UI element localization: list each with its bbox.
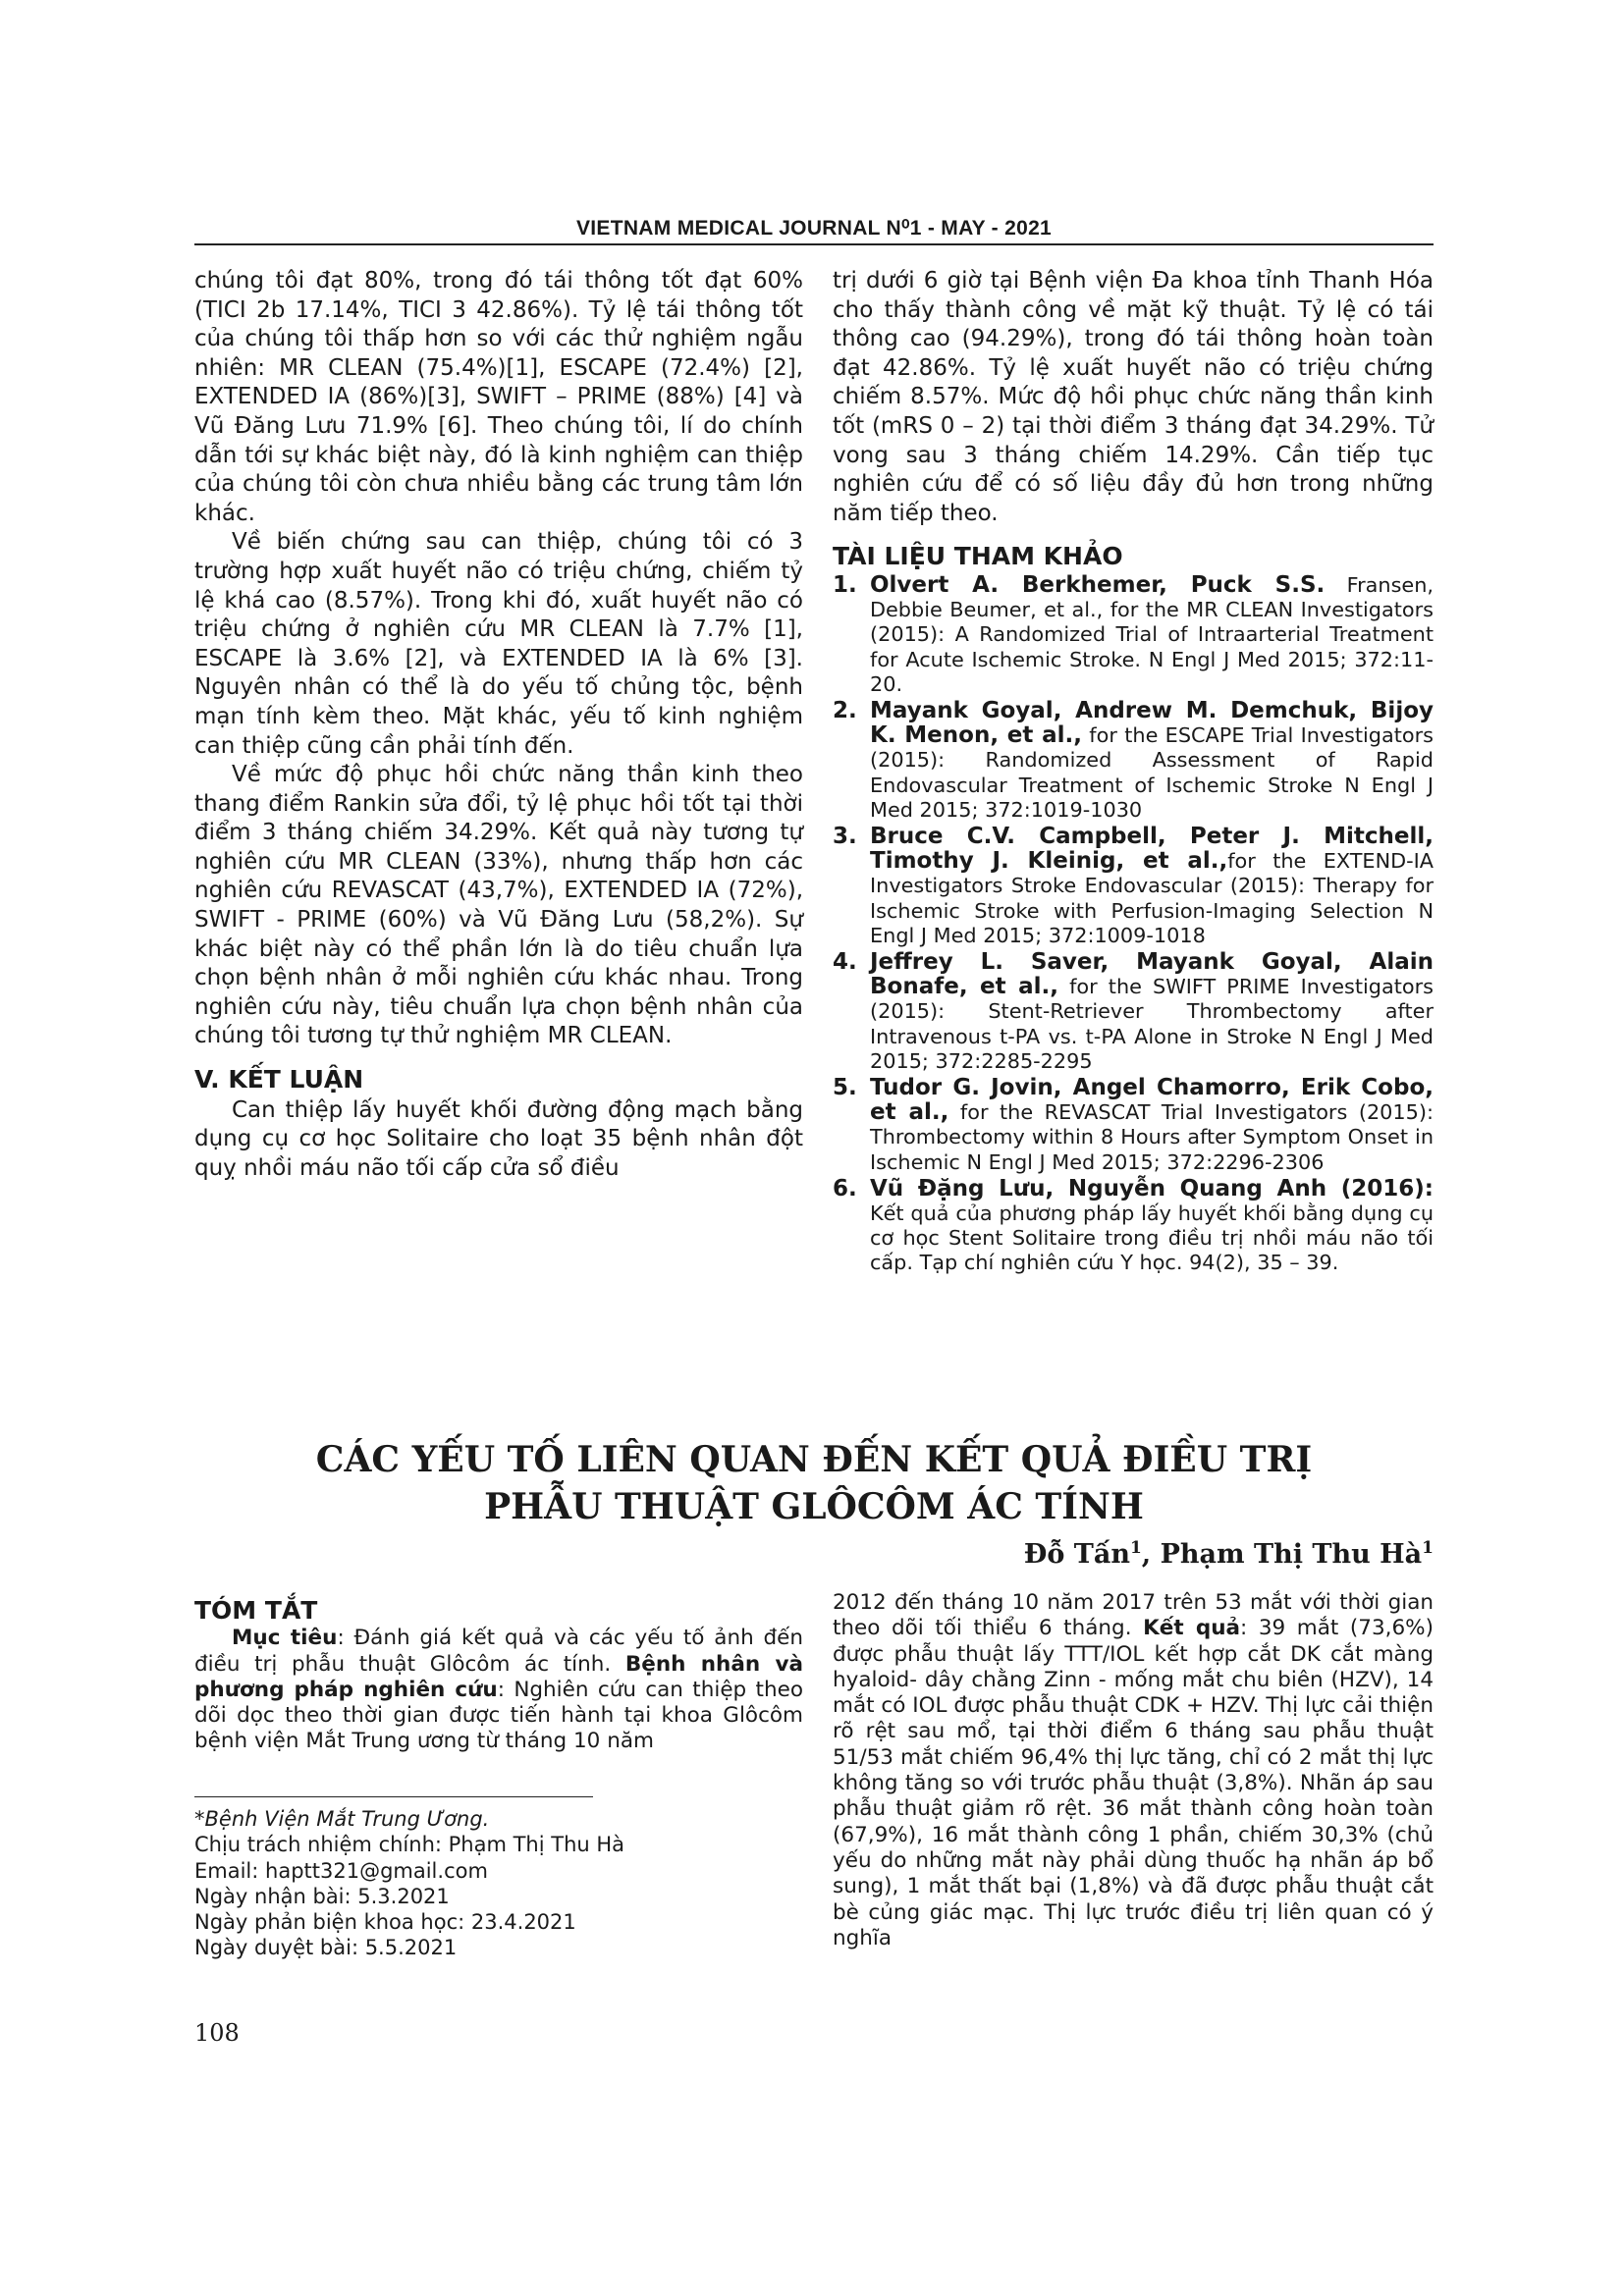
section-heading-references: TÀI LIỆU THAM KHẢO (833, 542, 1123, 571)
footnote (194, 1806, 803, 1961)
article-title-line: PHẪU THUẬT GLÔCÔM ÁC TÍNH (484, 1486, 1144, 1527)
reference-number: 5. (833, 1075, 857, 1100)
reference-item (833, 1076, 1434, 1175)
header-rule (194, 243, 1434, 245)
author-affiliation-mark: 1 (1129, 1538, 1142, 1558)
author-separator: , (1141, 1539, 1161, 1570)
abstract-heading: TÓM TẮT (194, 1596, 318, 1625)
paragraph: trị dưới 6 giờ tại Bệnh viện Đa khoa tỉnh Thanh Hóa cho thấy thành công về mặt kỹ thuật. Tỷ lệ có tái thông cao (94.29%), trong đó tái thông hoàn toàn đạt 42.86%. Tỷ lệ xuất huyết não có triệu chứng chiếm 8.57%. Mức độ hồi phục chức năng thần kinh tốt (mRS 0 – 2) tại thời điểm 3 tháng đạt 34.29%. Tử vong sau 3 tháng chiếm 14.29%. Cần tiếp tục nghiên cứu để có số liệu đầy đủ hơn trong những năm tiếp theo. (833, 268, 1434, 526)
author-affiliation-mark: 1 (1422, 1538, 1434, 1558)
abstract-text: 2012 đến tháng 10 năm 2017 trên 53 mắt với thời gian theo dõi tối thiểu 6 tháng. (833, 1590, 1434, 1641)
reference-text: for the EXTEND-IA Investigators Stroke Endovascular (2015): Therapy for Ischemic Stroke with Perfusion-Imaging Selection N Engl J Med 2015; 372:1009-1018 (870, 849, 1434, 947)
abstract-left-column (194, 1598, 803, 1755)
reference-authors: Vũ Đặng Lưu, Nguyễn Quang Anh (2016): (870, 1175, 1434, 1201)
abstract-right-column (833, 1590, 1434, 1951)
reference-authors: Tudor G. Jovin, Angel Chamorro, Erik Cobo, et al., (870, 1075, 1434, 1126)
reference-number: 4. (833, 948, 857, 975)
footnote-approved: Ngày duyệt bài: 5.5.2021 (194, 1936, 458, 1960)
reference-authors: Jeffrey L. Saver, Mayank Goyal, Alain Bonafe, et al., (870, 948, 1434, 1000)
reference-number: 2. (833, 697, 857, 723)
section-heading-conclusion: V. KẾT LUẬN (194, 1065, 364, 1095)
author-name: Đỗ Tấn (1023, 1539, 1130, 1570)
paragraph: Về mức độ phục hồi chức năng thần kinh theo thang điểm Rankin sửa đổi, tỷ lệ phục hồi tốt tại thời điểm 3 tháng chiếm 34.29%. Kết quả này tương tự nghiên cứu MR CLEAN (33%), nhưng thấp hơn các nghiên cứu REVASCAT (43,7%), EXTENDED IA (72%), SWIFT - PRIME (60%) và Vũ Đăng Lưu (58,2%). Sự khác biệt này có thể phần lớn là do tiêu chuẩn lựa chọn bệnh nhân ở mỗi nghiên cứu khác nhau. Trong nghiên cứu này, tiêu chuẩn lựa chọn bệnh nhân của chúng tôi tương tự thử nghiệm MR CLEAN. (194, 762, 803, 1049)
reference-number: 6. (833, 1175, 857, 1201)
reference-number: 3. (833, 823, 857, 849)
footnote-responsible: Chịu trách nhiệm chính: Phạm Thị Thu Hà (194, 1833, 625, 1857)
right-column (833, 267, 1434, 1278)
abstract-paragraph (194, 1626, 803, 1754)
page-number: 108 (194, 2019, 240, 2047)
author-name: Phạm Thị Thu Hà (1160, 1539, 1423, 1570)
paragraph: Về biến chứng sau can thiệp, chúng tôi có 3 trường hợp xuất huyết não có triệu chứng, chiếm tỷ lệ khá cao (8.57%). Trong khi đó, xuất huyết não có triệu chứng ở nghiên cứu MR CLEAN là 7.7% [1], ESCAPE là 3.6% [2], và EXTENDED IA là 6% [3]. Nguyên nhân có thể là do yếu tố chủng tộc, bệnh mạn tính kèm theo. Mặt khác, yếu tố kinh nghiệm can thiệp cũng cần phải tính đến. (194, 529, 803, 759)
article-title (194, 1436, 1434, 1530)
reference-text: for the REVASCAT Trial Investigators (2015): Thrombectomy within 8 Hours after Symptom Onset in Ischemic N Engl J Med 2015; 372:2296-2306 (870, 1100, 1434, 1174)
left-column (194, 267, 803, 1183)
footnote-affiliation: *Bệnh Viện Mắt Trung Ương. (194, 1807, 490, 1831)
reference-text: Kết quả của phương pháp lấy huyết khối bằng dụng cụ cơ học Stent Solitaire trong điều trị nhồi máu não tối cấp. Tạp chí nghiên cứu Y học. 94(2), 35 – 39. (870, 1201, 1434, 1275)
reference-text: Fransen, Debbie Beumer, et al., for the MR CLEAN Investigators (2015): A Randomized Trial of Intraarterial Treatment for Acute Ischemic Stroke. N Engl J Med 2015; 372:11-20. (870, 572, 1434, 696)
methods-label: Bệnh nhân và phương pháp nghiên cứu (194, 1651, 803, 1702)
footnote-rule (194, 1796, 593, 1797)
paragraph: Can thiệp lấy huyết khối đường động mạch bằng dụng cụ cơ học Solitaire cho loạt 35 bệnh nhân đột quỵ nhồi máu não tối cấp cửa sổ điều (194, 1096, 803, 1181)
reference-number: 1. (833, 571, 857, 598)
article-title-line: CÁC YẾU TỐ LIÊN QUAN ĐẾN KẾT QUẢ ĐIỀU TRỊ (315, 1439, 1313, 1480)
results-label: Kết quả (1143, 1616, 1241, 1641)
reference-authors: Bruce C.V. Campbell, Peter J. Mitchell, Timothy J. Kleinig, et al., (870, 823, 1434, 875)
reference-authors: Mayank Goyal, Andrew M. Demchuk, Bijoy K. Menon, et al., (870, 697, 1434, 749)
reference-item (833, 825, 1434, 948)
reference-item (833, 950, 1434, 1074)
paragraph: chúng tôi đạt 80%, trong đó tái thông tốt đạt 60%(TICI 2b 17.14%, TICI 3 42.86%). Tỷ lệ tái thông tốt của chúng tôi thấp hơn so với các thử nghiệm ngẫu nhiên: MR CLEAN (75.4%)[1], ESCAPE (72.4%) [2], EXTENDED IA (86%)[3], SWIFT – PRIME (88%) [4] và Vũ Đăng Lưu 71.9% [6]. Theo chúng tôi, lí do chính dẫn tới sự khác biệt này, đó là kinh nghiệm can thiệp của chúng tôi còn chưa nhiều bằng các trung tâm lớn khác. (194, 268, 803, 526)
reference-list (833, 573, 1434, 1276)
methods-text: : Nghiên cứu can thiệp theo dõi dọc theo thời gian được tiến hành tại khoa Glôcôm bệnh viện Mắt Trung ương từ tháng 10 năm (194, 1677, 803, 1754)
reference-text: for the SWIFT PRIME Investigators (2015): Stent-Retriever Thrombectomy after Intravenous t-PA vs. t-PA Alone in Stroke N Engl J Med 2015; 372:2285-2295 (870, 975, 1434, 1073)
abstract-paragraph (833, 1590, 1434, 1951)
objective-label: Mục tiêu (232, 1626, 338, 1651)
reference-item (833, 699, 1434, 823)
results-text: : 39 mắt (73,6%) được phẫu thuật lấy TTT/IOL kết hợp cắt DK cắt màng hyaloid- dây chằng Zinn - mống mắt chu biên (HZV), 14 mắt có IOL được phẫu thuật CDK + HZV. Thị lực cải thiện rõ rệt sau mổ, tại thời điểm 6 tháng sau phẫu thuật 51/53 mắt chiếm 96,4% thị lực tăng, chỉ có 2 mắt thị lực không tăng so với trước phẫu thuật (3,8%). Nhãn áp sau phẫu thuật giảm rõ rệt. 36 mắt thành công hoàn toàn (67,9%), 16 mắt thành công 1 phần, chiếm 30,3% (chủ yếu do những mắt này phải dùng thuốc hạ nhãn áp bổ sung), 1 mắt thất bại (1,8%) và đã được phẫu thuật cắt bè củng giác mạc. Thị lực trước điều trị liên quan có ý nghĩa (833, 1616, 1434, 1950)
footnote-email: Email: haptt321@gmail.com (194, 1858, 488, 1883)
journal-header: VIETNAM MEDICAL JOURNAL N⁰1 - MAY - 2021 (575, 217, 1053, 240)
reference-item (833, 573, 1434, 697)
objective-text: : Đánh giá kết quả và các yếu tố ảnh đến điều trị phẫu thuật Glôcôm ác tính. (194, 1626, 804, 1677)
reference-authors: Olvert A. Berkhemer, Puck S.S. (870, 571, 1326, 598)
footnote-reviewed: Ngày phản biện khoa học: 23.4.2021 (194, 1910, 576, 1935)
article-authors (884, 1538, 1434, 1570)
reference-text: for the ESCAPE Trial Investigators (2015): Randomized Assessment of Rapid Endovascular Treatment of Ischemic Stroke N Engl J Med 2015; 372:1019-1030 (870, 723, 1434, 822)
reference-item (833, 1177, 1434, 1276)
footnote-received: Ngày nhận bài: 5.3.2021 (194, 1884, 450, 1908)
